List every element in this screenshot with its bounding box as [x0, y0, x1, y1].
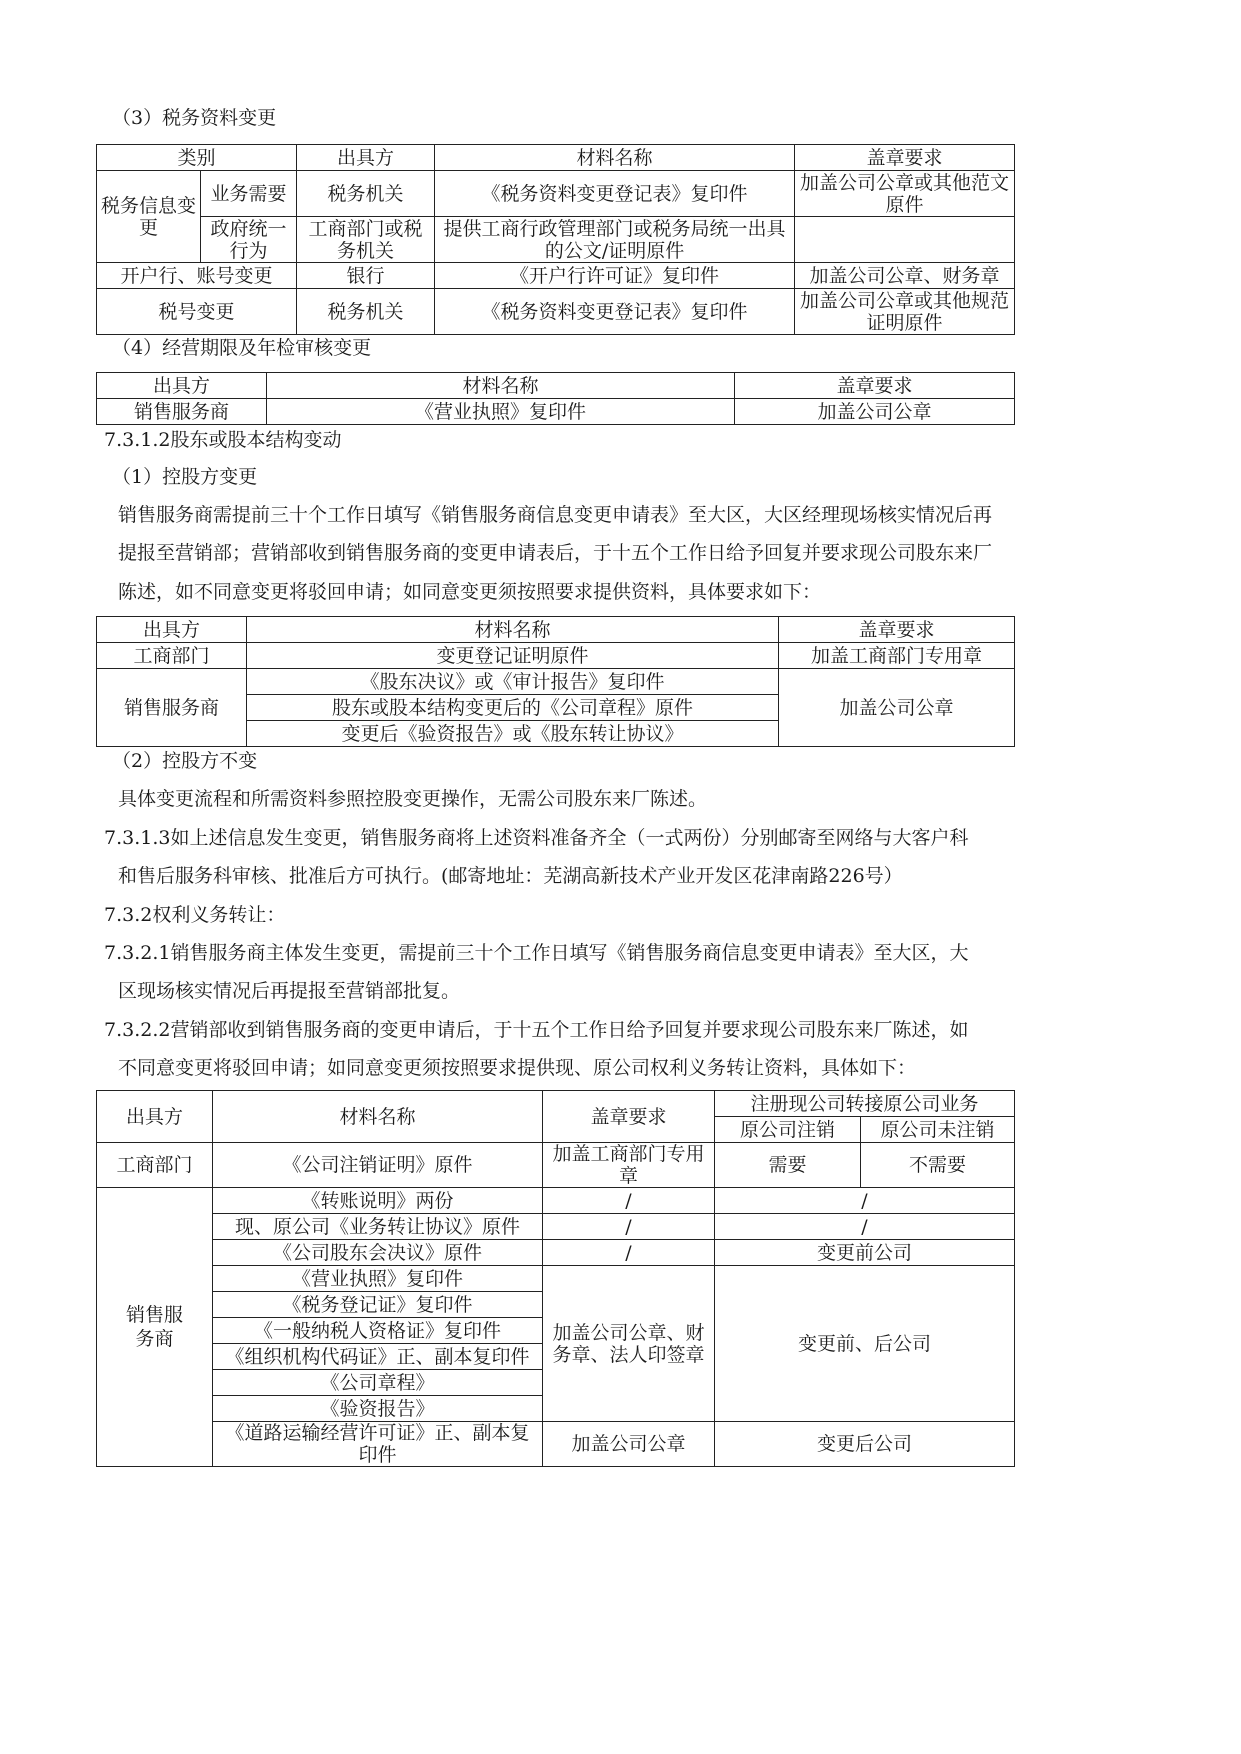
cell-issuer: 销售服务商 [97, 399, 267, 425]
cell-seal: 加盖公司公章 [779, 669, 1015, 747]
cell-scope: 变更后公司 [715, 1422, 1015, 1467]
paragraph-line: 7.3.2.2营销部收到销售服务商的变更申请后，于十五个工作日给予回复并要求现公司股东来厂陈述，如 [104, 1019, 969, 1041]
cell-category: 税号变更 [97, 289, 297, 335]
cell-issuer: 工商部门 [97, 643, 247, 669]
cell-material: 《税务登记证》复印件 [213, 1292, 543, 1318]
section-heading-rights-transfer: 7.3.2权利义务转让： [104, 904, 286, 926]
paragraph-line: 不同意变更将驳回申请；如同意变更须按照要求提供现、原公司权利义务转让资料，具体如下： [118, 1057, 917, 1079]
cell-scope: 变更前、后公司 [715, 1266, 1015, 1422]
cell-material: 《验资报告》 [213, 1396, 543, 1422]
subheading-controlling-unchanged: （2）控股方不变 [112, 750, 258, 772]
paragraph-line: 和售后服务科审核、批准后方可执行。(邮寄地址：芜湖高新技术产业开发区花津南路226号） [118, 865, 903, 887]
paragraph-line: 销售服务商需提前三十个工作日填写《销售服务商信息变更申请表》至大区，大区经理现场核实情况后再 [118, 504, 993, 526]
header-material: 材料名称 [435, 145, 795, 171]
cell-material: 《营业执照》复印件 [267, 399, 735, 425]
cell-seal: 加盖公司公章、财务章、法人印签章 [543, 1266, 715, 1422]
subheading-controlling-change: （1）控股方变更 [112, 466, 258, 488]
cell-seal: 加盖工商部门专用章 [543, 1143, 715, 1188]
cell-issuer: 税务机关 [297, 171, 435, 217]
header-issuer: 出具方 [97, 1091, 213, 1143]
cell-material: 《公司注销证明》原件 [213, 1143, 543, 1188]
cell-material: 《公司股东会决议》原件 [213, 1240, 543, 1266]
paragraph-line: 具体变更流程和所需资料参照控股变更操作，无需公司股东来厂陈述。 [118, 788, 708, 810]
cell-seal: 加盖公司公章 [543, 1422, 715, 1467]
cell-material: 《道路运输经营许可证》正、副本复印件 [213, 1422, 543, 1467]
cell-material: 《税务资料变更登记表》复印件 [435, 289, 795, 335]
cell-sub: 业务需要 [201, 171, 297, 217]
section-heading-term: （4）经营期限及年检审核变更 [112, 337, 372, 359]
cell-material: 提供工商行政管理部门或税务局统一出具的公文/证明原件 [435, 217, 795, 263]
term-change-table [96, 372, 1015, 425]
header-issuer: 出具方 [97, 617, 247, 643]
cell-seal [795, 217, 1015, 263]
cell-sub: 政府统一行为 [201, 217, 297, 263]
cell-material: 《一般纳税人资格证》复印件 [213, 1318, 543, 1344]
header-seal: 盖章要求 [779, 617, 1015, 643]
cell-material: 股东或股本结构变更后的《公司章程》原件 [247, 695, 779, 721]
cell-issuer: 工商部门或税务机关 [297, 217, 435, 263]
issuer-label: 销售服务商 [125, 1304, 183, 1350]
cell-scope: 变更前公司 [715, 1240, 1015, 1266]
cell-material: 《税务资料变更登记表》复印件 [435, 171, 795, 217]
section-heading-tax: （3）税务资料变更 [112, 107, 277, 129]
header-group: 注册现公司转接原公司业务 [715, 1091, 1015, 1117]
cell-material: 《转账说明》两份 [213, 1188, 543, 1214]
paragraph-line: 7.3.1.3如上述信息发生变更，销售服务商将上述资料准备齐全（一式两份）分别邮寄至网络与大客户科 [104, 827, 969, 849]
cell-material: 变更后《验资报告》或《股东转让协议》 [247, 721, 779, 747]
paragraph-line: 提报至营销部；营销部收到销售服务商的变更申请表后，于十五个工作日给予回复并要求现公司股东来厂 [118, 542, 993, 564]
header-material: 材料名称 [213, 1091, 543, 1143]
paragraph-line: 区现场核实情况后再提报至营销部批复。 [118, 980, 461, 1002]
cell-scope: / [715, 1214, 1015, 1240]
header-issuer: 出具方 [97, 373, 267, 399]
cell-seal: 加盖公司公章、财务章 [795, 263, 1015, 289]
cell-seal: 加盖公司公章或其他范文原件 [795, 171, 1015, 217]
rights-transfer-table [96, 1090, 1015, 1467]
cell-seal: 加盖公司公章或其他规范证明原件 [795, 289, 1015, 335]
cell-issuer: 银行 [297, 263, 435, 289]
header-seal: 盖章要求 [543, 1091, 715, 1143]
cell-seal: / [543, 1188, 715, 1214]
header-material: 材料名称 [267, 373, 735, 399]
header-seal: 盖章要求 [795, 145, 1015, 171]
cell-issuer [97, 1188, 213, 1467]
paragraph-line: 7.3.2.1销售服务商主体发生变更，需提前三十个工作日填写《销售服务商信息变更申请表》至大区，大 [104, 942, 969, 964]
cell-material: 变更登记证明原件 [247, 643, 779, 669]
header-material: 材料名称 [247, 617, 779, 643]
header-category: 类别 [97, 145, 297, 171]
cell-not-cancelled: 不需要 [861, 1143, 1015, 1188]
cell-issuer: 销售服务商 [97, 669, 247, 747]
cell-material: 《开户行许可证》复印件 [435, 263, 795, 289]
cell-material: 《公司章程》 [213, 1370, 543, 1396]
cell-material: 现、原公司《业务转让协议》原件 [213, 1214, 543, 1240]
cell-tax-info: 税务信息变更 [97, 171, 201, 263]
cell-cancelled: 需要 [715, 1143, 861, 1188]
paragraph-line: 陈述，如不同意变更将驳回申请；如同意变更须按照要求提供资料，具体要求如下： [118, 581, 822, 603]
controlling-change-table [96, 616, 1015, 747]
cell-scope: / [715, 1188, 1015, 1214]
cell-issuer: 工商部门 [97, 1143, 213, 1188]
cell-seal: 加盖公司公章 [735, 399, 1015, 425]
tax-change-table [96, 144, 1015, 335]
header-not-cancelled: 原公司未注销 [861, 1117, 1015, 1143]
cell-seal: / [543, 1240, 715, 1266]
section-heading-shareholder: 7.3.1.2股东或股本结构变动 [104, 429, 342, 451]
cell-category: 开户行、账号变更 [97, 263, 297, 289]
cell-material: 《组织机构代码证》正、副本复印件 [213, 1344, 543, 1370]
cell-seal: / [543, 1214, 715, 1240]
cell-issuer: 税务机关 [297, 289, 435, 335]
cell-seal: 加盖工商部门专用章 [779, 643, 1015, 669]
cell-material: 《股东决议》或《审计报告》复印件 [247, 669, 779, 695]
header-seal: 盖章要求 [735, 373, 1015, 399]
cell-material: 《营业执照》复印件 [213, 1266, 543, 1292]
header-issuer: 出具方 [297, 145, 435, 171]
header-cancelled: 原公司注销 [715, 1117, 861, 1143]
